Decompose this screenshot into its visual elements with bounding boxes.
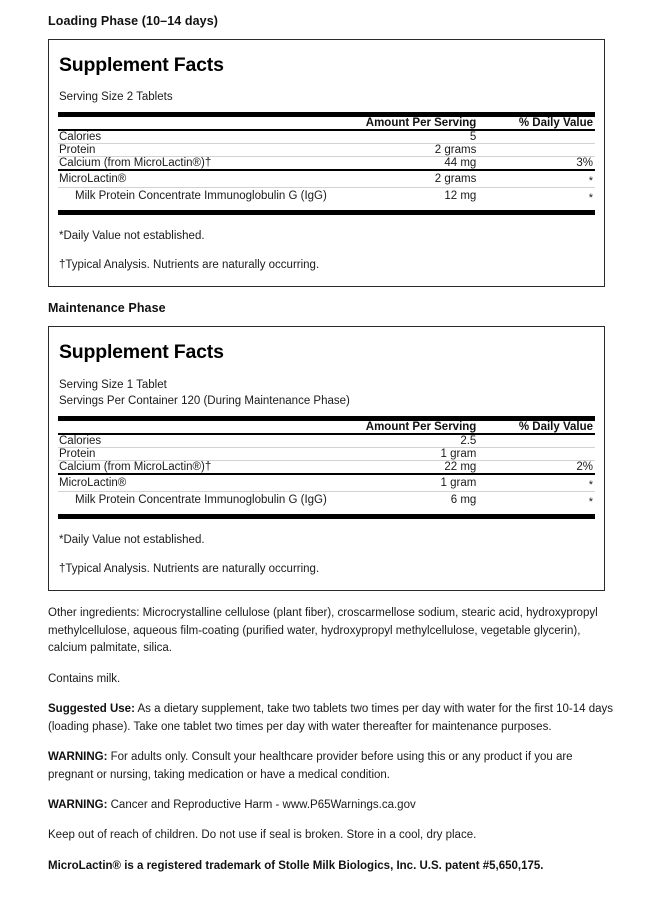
- table-row: [58, 435, 595, 447]
- table-row: [58, 188, 595, 204]
- nutrient-name: MicroLactin®: [59, 173, 127, 186]
- warning-label: WARNING:: [48, 799, 108, 812]
- nutrient-amount: 22 mg: [444, 461, 477, 474]
- footnote-daily-value: *Daily Value not established.: [59, 230, 205, 243]
- nutrient-daily-value: *: [588, 479, 593, 492]
- footnote-typical-analysis: †Typical Analysis. Nutrients are naturally occurring.: [59, 563, 320, 576]
- nutrient-amount: 1 gram: [440, 477, 477, 490]
- table-row: [58, 144, 595, 156]
- serving-size-line: Serving Size 2 Tablets: [59, 91, 173, 104]
- other-ingredients-text: Other ingredients: Microcrystalline cellulose (plant fiber), croscarmellose sodium, stearic acid, hydroxypropyl methylcellulose, aqueous film-coating (purified water, hydroxypropyl methylcellulose, vegetable glycerin), calcium palmitate, silica.: [48, 607, 598, 655]
- supplement-facts-panel-loading: [48, 39, 605, 287]
- nutrition-table-maintenance: [58, 421, 595, 433]
- servings-per-container-line: Servings Per Container 120 (During Maintenance Phase): [59, 395, 350, 408]
- serving-info-maintenance: [59, 377, 595, 410]
- nutrient-name: Calcium (from MicroLactin®)†: [59, 157, 212, 170]
- nutrient-name: Protein: [59, 448, 96, 461]
- footnote-typical-analysis: †Typical Analysis. Nutrients are naturally occurring.: [59, 259, 320, 272]
- header-amount-per-serving: Amount Per Serving: [365, 117, 477, 130]
- nutrient-amount: 2.5: [460, 435, 477, 448]
- nutrient-name: Calories: [59, 131, 102, 144]
- table-row: [58, 492, 595, 508]
- supplement-facts-panel-maintenance: [48, 326, 605, 591]
- supplement-facts-title: Supplement Facts: [59, 341, 224, 364]
- section-maintenance-phase: [0, 287, 660, 591]
- nutrient-amount: 12 mg: [444, 190, 477, 203]
- serving-size-line: Serving Size 1 Tablet: [59, 378, 167, 391]
- nutrient-daily-value: [498, 144, 595, 156]
- suggested-use-label: Suggested Use:: [48, 703, 135, 716]
- nutrient-amount: 1 gram: [440, 448, 477, 461]
- warning-label: WARNING:: [48, 751, 108, 764]
- nutrient-amount: 6 mg: [450, 494, 477, 507]
- nutrient-amount: 2 grams: [434, 144, 477, 157]
- phase-heading-loading: Loading Phase (10–14 days): [48, 14, 219, 28]
- table-row: [58, 131, 595, 143]
- nutrient-name: Calories: [59, 435, 102, 448]
- nutrient-daily-value: 2%: [576, 461, 593, 474]
- nutrition-table-loading: [58, 117, 595, 129]
- header-cell-blank: [58, 117, 359, 129]
- nutrient-daily-value: [498, 435, 595, 447]
- warning-adults-paragraph: [48, 749, 614, 784]
- serving-info-loading: [59, 89, 595, 106]
- nutrient-amount: 2 grams: [434, 173, 477, 186]
- nutrient-name: MicroLactin®: [59, 477, 127, 490]
- warning-text: Cancer and Reproductive Harm - www.P65Warnings.ca.gov: [107, 799, 416, 812]
- footnotes-maintenance: [59, 532, 595, 577]
- table-row: [58, 475, 595, 491]
- nutrient-daily-value: *: [588, 175, 593, 188]
- nutrient-daily-value: [498, 131, 595, 143]
- nutrient-amount: 5: [469, 131, 477, 144]
- header-percent-daily-value: % Daily Value: [518, 421, 593, 434]
- suggested-use-paragraph: [48, 701, 614, 736]
- nutrition-rows-maintenance: [58, 435, 595, 508]
- nutrient-daily-value: *: [588, 496, 593, 509]
- nutrient-name: Calcium (from MicroLactin®)†: [59, 461, 212, 474]
- table-header-row: [58, 117, 595, 129]
- warning-prop65-paragraph: [48, 797, 614, 814]
- footnotes-loading: [59, 228, 595, 273]
- header-amount-per-serving: Amount Per Serving: [365, 421, 477, 434]
- table-row: [58, 461, 595, 473]
- footnote-daily-value: *Daily Value not established.: [59, 534, 205, 547]
- rule-thick-bottom: [58, 210, 595, 215]
- nutrient-name: Milk Protein Concentrate Immunoglobulin G (IgG): [75, 190, 327, 203]
- storage-instructions-text: Keep out of reach of children. Do not use if seal is broken. Store in a cool, dry place.: [48, 829, 477, 842]
- suggested-use-text: As a dietary supplement, take two tablets two times per day with water for the first 10-14 days (loading phase). Take one tablet two times per day with water thereafter for maintenance purposes.: [48, 703, 614, 733]
- nutrient-daily-value: [498, 448, 595, 460]
- phase-heading-maintenance: Maintenance Phase: [48, 301, 166, 316]
- section-loading-phase: [0, 0, 660, 287]
- table-header-row: [58, 421, 595, 433]
- nutrient-amount: 44 mg: [444, 157, 477, 170]
- supplement-facts-title: Supplement Facts: [59, 54, 224, 76]
- header-cell-blank: [58, 421, 359, 433]
- table-row: [58, 448, 595, 460]
- nutrient-name: Milk Protein Concentrate Immunoglobulin G (IgG): [75, 494, 327, 507]
- header-percent-daily-value: % Daily Value: [518, 117, 593, 130]
- trademark-notice-text: MicroLactin® is a registered trademark of Stolle Milk Biologics, Inc. U.S. patent #5,650,175.: [48, 859, 544, 872]
- nutrient-daily-value: *: [588, 192, 593, 205]
- rule-thick-bottom: [58, 514, 595, 519]
- nutrition-rows-loading: [58, 131, 595, 204]
- table-row: [58, 157, 595, 169]
- warning-text: For adults only. Consult your healthcare provider before using this or any product if you are pregnant or nursing, taking medication or have a medical condition.: [48, 751, 573, 781]
- nutrient-name: Protein: [59, 144, 96, 157]
- contains-allergen-text: Contains milk.: [48, 672, 121, 685]
- nutrient-daily-value: 3%: [576, 157, 593, 170]
- table-row: [58, 171, 595, 187]
